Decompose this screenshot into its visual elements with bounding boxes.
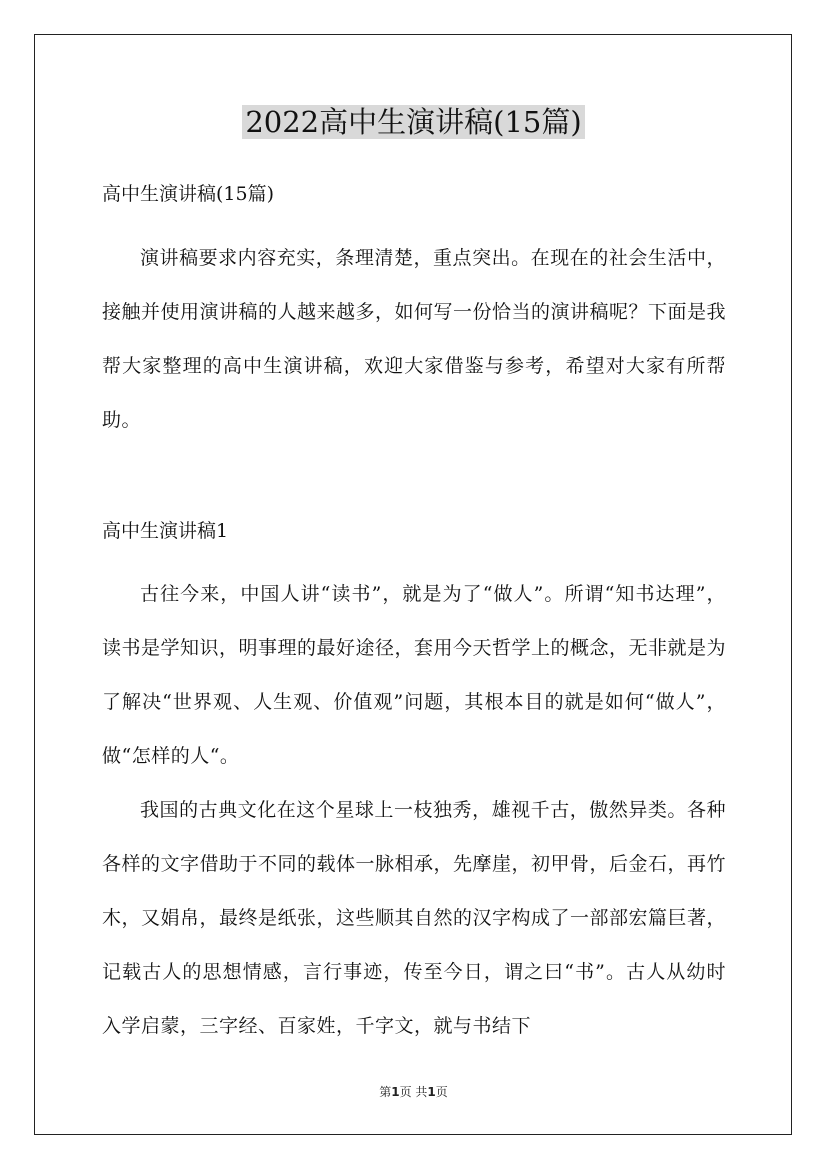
document-body <box>102 174 726 1053</box>
document-title-text: 2022高中生演讲稿(15篇) <box>242 105 584 139</box>
intro-paragraph: 演讲稿要求内容充实，条理清楚，重点突出。在现在的社会生活中，接触并使用演讲稿的人越来越多，如何写一份恰当的演讲稿呢？下面是我帮大家整理的高中生演讲稿，欢迎大家借鉴与参考，希望对大家有所帮助。 <box>102 247 727 431</box>
footer-suffix: 页 <box>435 1085 448 1099</box>
footer-prefix: 第 <box>379 1085 392 1099</box>
body-paragraph: 古往今来，中国人讲“读书”，就是为了“做人”。所谓“知书达理”，读书是学知识，明事理的最好途径，套用今天哲学上的概念，无非就是为了解决“世界观、人生观、价值观”问题，其根本目的就是如何“做人”，做“怎样的人“。 <box>102 583 727 767</box>
footer-mid: 页 共 <box>399 1085 428 1099</box>
footer-total-pages: 1 <box>427 1085 436 1099</box>
page-number-footer <box>0 1083 827 1100</box>
document-title <box>0 100 827 144</box>
body-paragraph: 我国的古典文化在这个星球上一枝独秀，雄视千古，傲然异类。各种各样的文字借助于不同的载体一脉相承，先摩崖，初甲骨，后金石，再竹木，又娟帛，最终是纸张，这些顺其自然的汉字构成了一部部宏篇巨著，记载古人的思想情感，言行事迹，传至今日，谓之曰“书”。古人从幼时入学启蒙，三字经、百家姓，千字文，就与书结下 <box>102 799 727 1037</box>
footer-current-page: 1 <box>391 1085 400 1099</box>
section-heading: 高中生演讲稿1 <box>102 520 229 542</box>
document-subtitle: 高中生演讲稿(15篇) <box>102 183 275 205</box>
